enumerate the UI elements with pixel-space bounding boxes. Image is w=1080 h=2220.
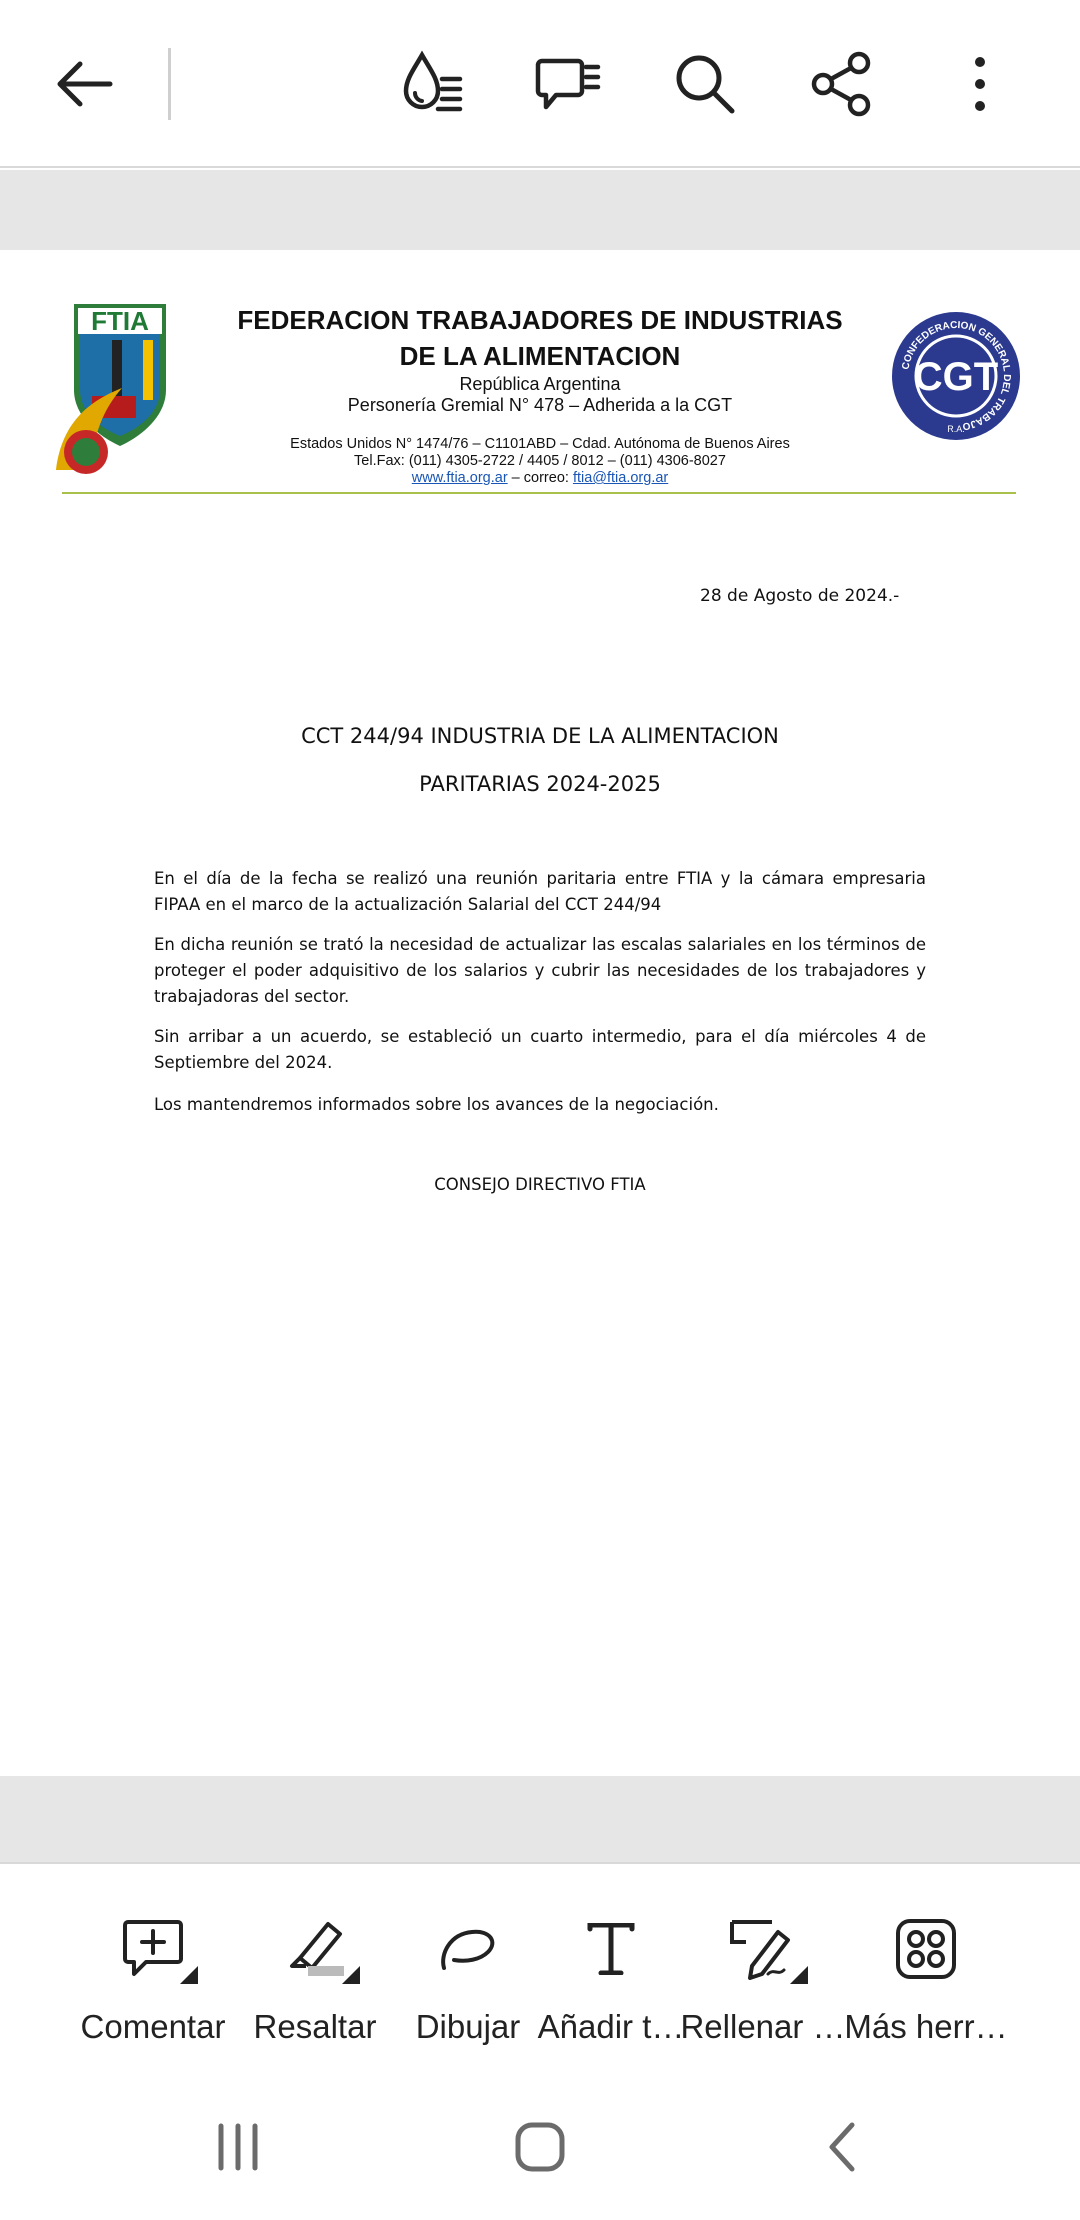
cgt-ring-text: CONFEDERACION GENERAL DEL TRABAJO <box>900 319 1013 432</box>
search-icon[interactable] <box>655 34 755 134</box>
top-toolbar <box>0 0 1080 168</box>
more-options-icon[interactable] <box>930 34 1030 134</box>
cgt-letters: CGT <box>913 355 999 399</box>
address: Estados Unidos N° 1474/76 – C1101ABD – Cdad. Autónoma de Buenos Aires <box>290 436 790 452</box>
home-icon[interactable] <box>490 2112 590 2182</box>
org-name-line1: FEDERACION TRABAJADORES DE INDUSTRIAS <box>237 305 843 335</box>
paragraph-1: En el día de la fecha se realizó una reunión paritaria entre FTIA y la cámara empresaria FIPAA en el marco de la actualización Salarial del CCT 244/94 <box>154 869 926 914</box>
ftia-logo <box>52 300 177 482</box>
tool-comentar[interactable] <box>72 1864 234 2064</box>
document-date: 28 de Agosto de 2024.- <box>700 586 900 606</box>
paragraph-4: Los mantendremos informados sobre los avances de la negociación. <box>154 1095 719 1114</box>
tool-resaltar[interactable] <box>244 1864 386 2064</box>
org-name-line2: DE LA ALIMENTACION <box>399 341 681 371</box>
correo-label: – correo: <box>507 470 573 486</box>
country: República Argentina <box>459 374 621 394</box>
back-icon[interactable] <box>792 2112 892 2182</box>
toolbar-divider <box>168 48 171 120</box>
fill-sign-icon <box>718 1914 808 1984</box>
tool-anadir-texto[interactable] <box>537 1864 685 2064</box>
annotation-toolbar <box>0 1862 1080 2072</box>
add-text-icon <box>566 1914 656 1984</box>
recents-icon[interactable] <box>188 2112 288 2182</box>
tool-label: Resaltar <box>253 2008 377 2045</box>
system-nav-bar <box>0 2072 1080 2220</box>
pdf-page[interactable] <box>0 250 1080 1776</box>
cgt-seal <box>890 310 1022 442</box>
comment-add-icon <box>108 1914 198 1984</box>
tool-label: Más herr… <box>844 2008 1008 2045</box>
personeria: Personería Gremial N° 478 – Adherida a la CGT <box>347 395 733 415</box>
page-gap-top <box>0 170 1080 250</box>
letterhead <box>0 250 1080 495</box>
highlighter-icon <box>270 1914 360 1984</box>
contact-line <box>180 470 900 486</box>
ftia-logo-text: FTIA <box>91 306 149 336</box>
back-arrow-icon[interactable] <box>34 34 134 134</box>
share-icon[interactable] <box>792 34 892 134</box>
email-link[interactable]: ftia@ftia.org.ar <box>572 470 669 486</box>
signature: CONSEJO DIRECTIVO FTIA <box>434 1175 646 1194</box>
letterhead-rule <box>62 492 1016 494</box>
page-gap-bottom <box>0 1776 1080 1862</box>
dropdown-caret-icon <box>790 1966 808 1984</box>
tool-rellenar[interactable] <box>680 1864 846 2064</box>
tool-label: Dibujar <box>415 2008 521 2045</box>
draw-icon <box>423 1914 513 1984</box>
phones: Tel.Fax: (011) 4305-2722 / 4405 / 8012 – (011) 4306-8027 <box>354 453 726 469</box>
liquid-mode-icon[interactable] <box>383 34 483 134</box>
website-link[interactable]: www.ftia.org.ar <box>411 470 508 486</box>
comments-list-icon[interactable] <box>519 34 619 134</box>
tool-label: Rellenar … <box>680 2008 846 2045</box>
tool-dibujar[interactable] <box>400 1864 536 2064</box>
document-subtitle: PARITARIAS 2024-2025 <box>419 772 661 796</box>
org-name <box>180 302 900 374</box>
document-title: CCT 244/94 INDUSTRIA DE LA ALIMENTACION <box>301 724 779 748</box>
paragraph-2: En dicha reunión se trató la necesidad de actualizar las escalas salariales en los términos de proteger el poder adquisitivo de los salarios y cubrir las necesidades de los trabajadores y trabajadoras del sector. <box>154 935 926 1006</box>
cgt-ra: R.A. <box>947 424 965 434</box>
tool-label: Añadir t… <box>537 2008 685 2045</box>
dropdown-caret-icon <box>342 1966 360 1984</box>
more-tools-icon <box>881 1914 971 1984</box>
paragraph-3: Sin arribar a un acuerdo, se estableció un cuarto intermedio, para el día miércoles 4 de Septiembre del 2024. <box>154 1027 926 1072</box>
tool-mas-herramientas[interactable] <box>846 1864 1006 2064</box>
dropdown-caret-icon <box>180 1966 198 1984</box>
tool-label: Comentar <box>80 2008 226 2045</box>
